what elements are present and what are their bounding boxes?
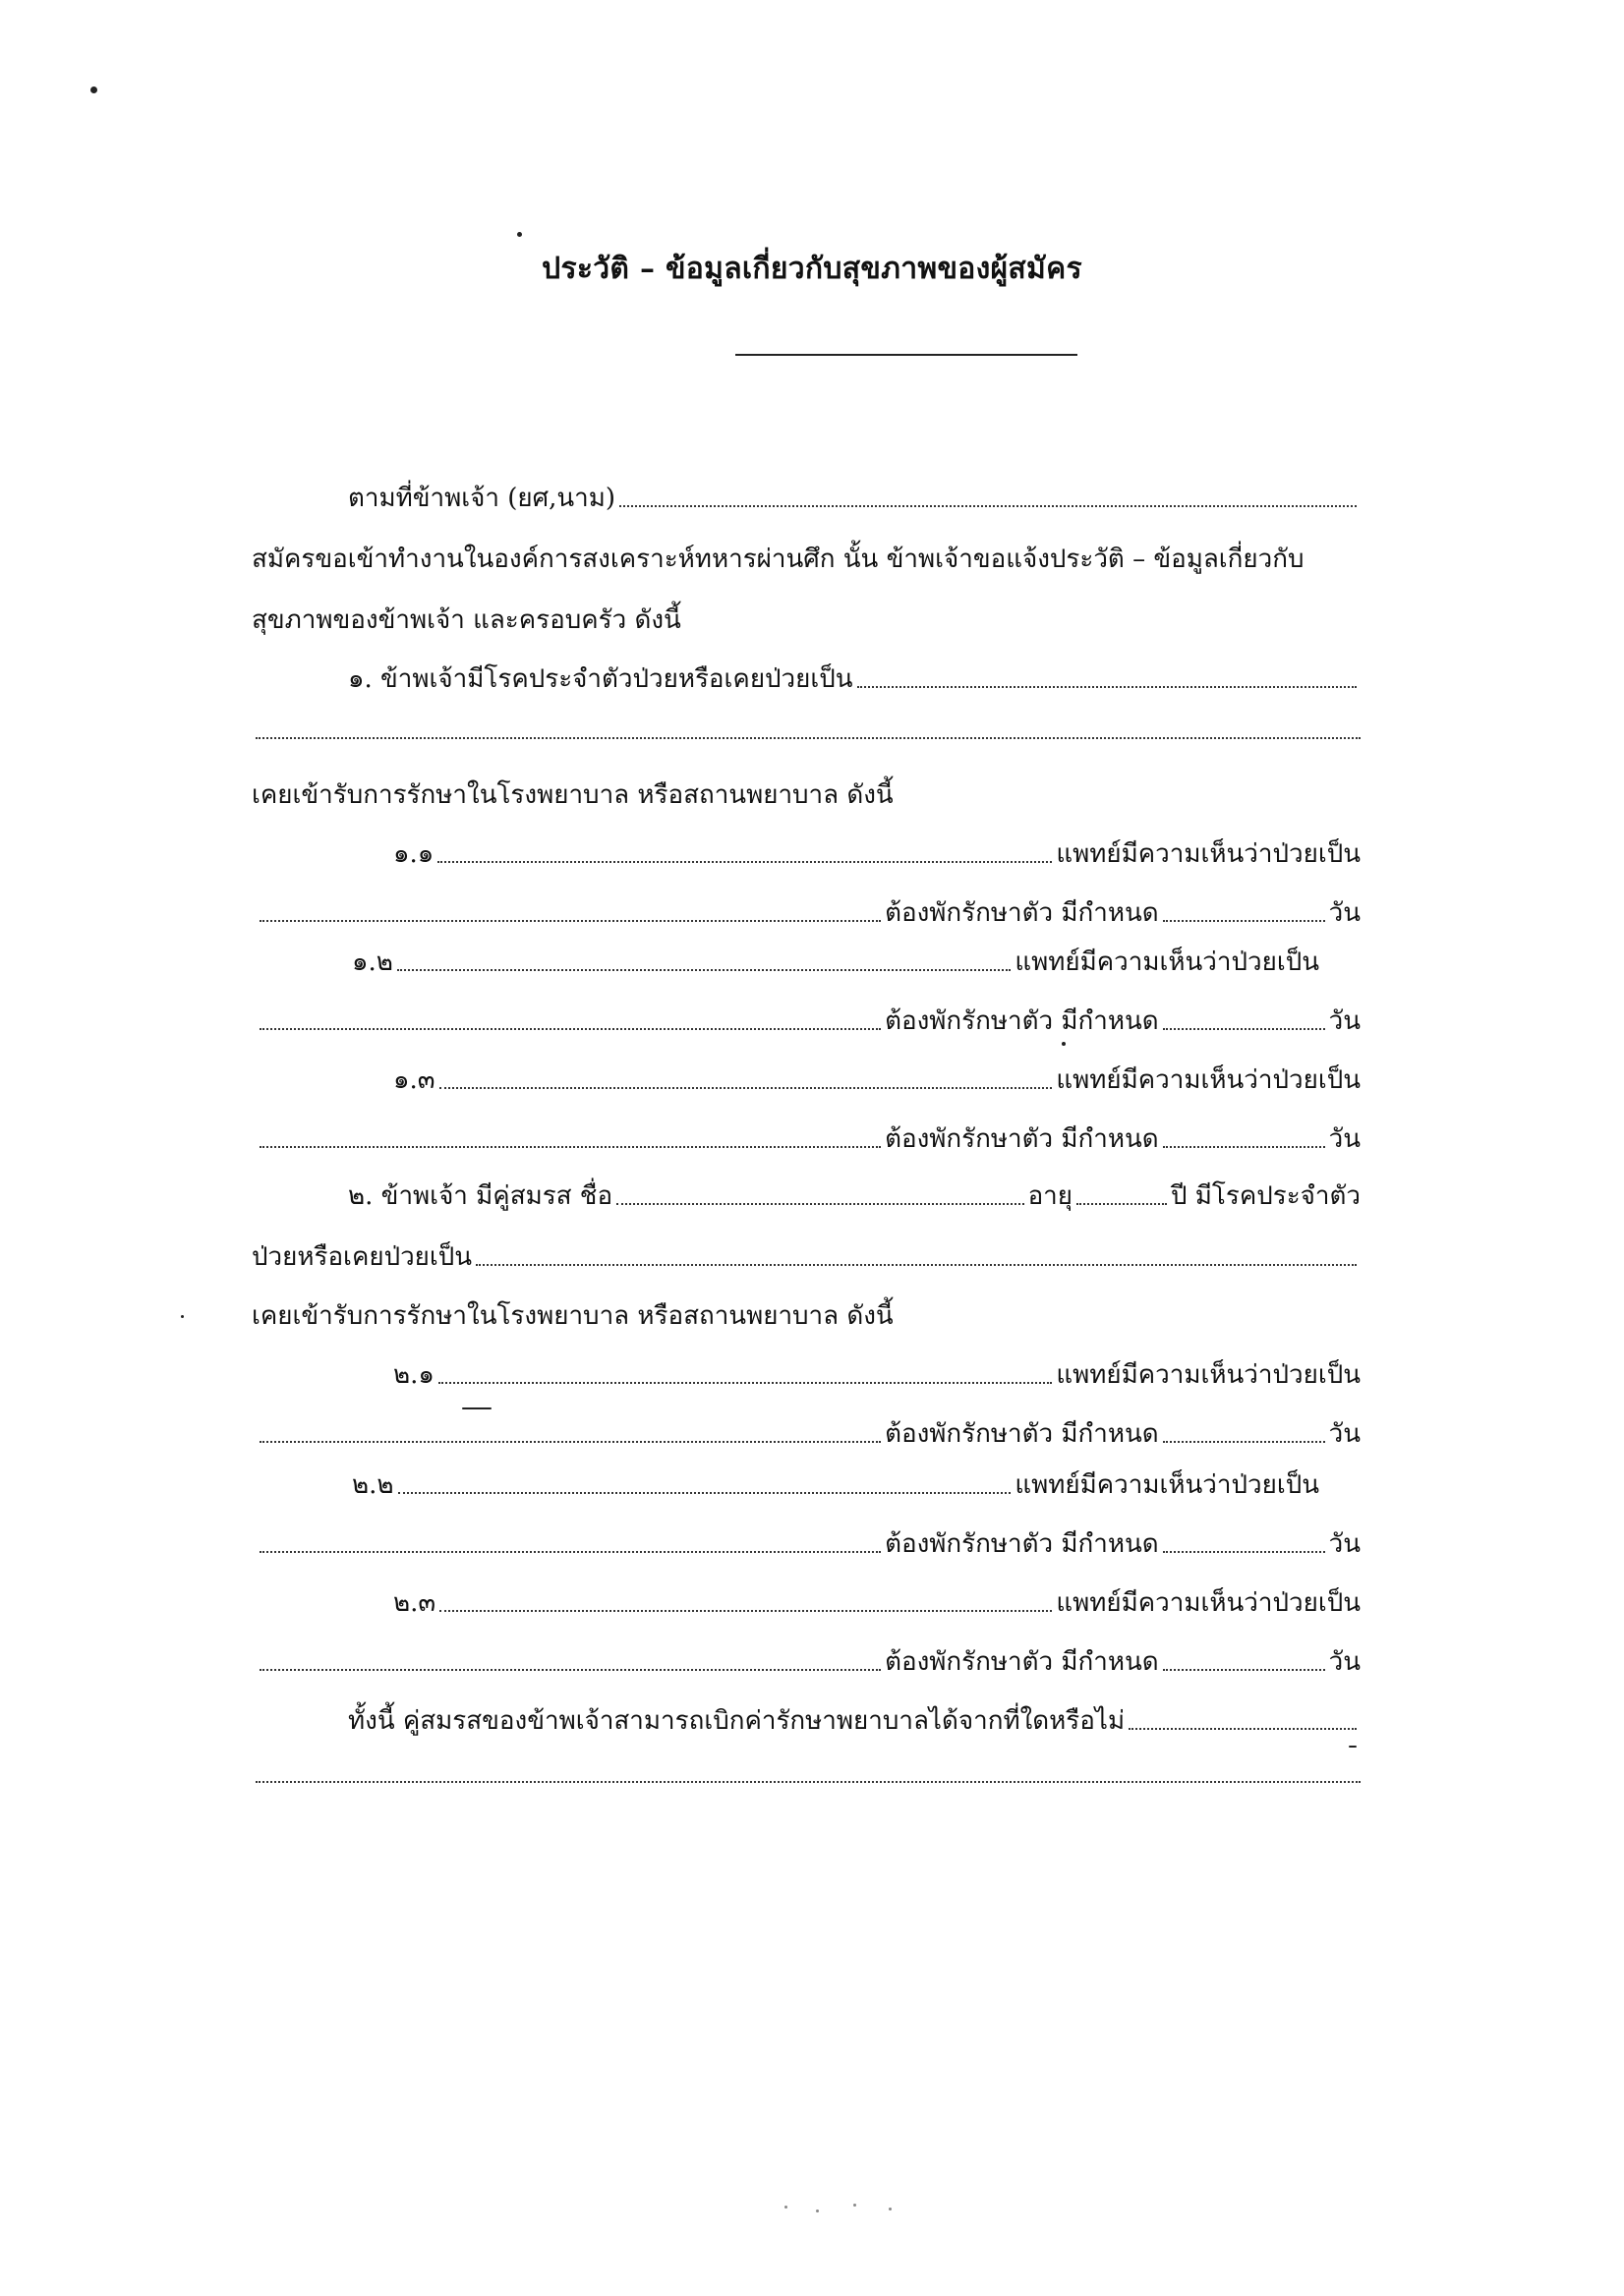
rest-label: ต้องพักรักษาตัว มีกำหนด — [885, 1419, 1159, 1449]
item-1-2-doctor-line — [352, 946, 1319, 979]
item-1-1-days-field[interactable] — [1163, 920, 1325, 922]
section2-hospital-line: เคยเข้ารับการรักษาในโรงพยาบาล หรือสถานพยาบาล ดังนี้ — [252, 1301, 894, 1331]
item-1-3-doctor-line — [393, 1063, 1361, 1097]
section2-spouse-line — [348, 1179, 1361, 1213]
item-2-2-doctor-line — [352, 1468, 1319, 1502]
doctor-opinion-label: แพทย์มีความเห็นว่าป่วยเป็น — [1056, 839, 1361, 869]
item-1-3-rest-line — [256, 1122, 1361, 1156]
spouse-disease-field[interactable] — [476, 1264, 1357, 1266]
spouse-age-field[interactable] — [1076, 1203, 1167, 1205]
section1-disease-field[interactable] — [857, 686, 1357, 688]
item-1-2-days-field[interactable] — [1163, 1028, 1325, 1030]
rest-label: ต้องพักรักษาตัว มีกำหนด — [885, 1647, 1159, 1677]
rest-label: ต้องพักรักษาตัว มีกำหนด — [885, 1124, 1159, 1154]
scan-speck — [1349, 1746, 1357, 1748]
doctor-opinion-label: แพทย์มีความเห็นว่าป่วยเป็น — [1015, 947, 1319, 977]
scan-speck — [181, 1315, 184, 1318]
doctor-opinion-label: แพทย์มีความเห็นว่าป่วยเป็น — [1015, 1470, 1319, 1500]
item-2-3-doctor-line — [393, 1586, 1361, 1620]
item-2-3-days-field[interactable] — [1163, 1669, 1325, 1671]
item-2-1-days-field[interactable] — [1163, 1441, 1325, 1443]
days-unit: วัน — [1328, 898, 1361, 928]
title-underline — [735, 354, 1077, 356]
intro-name-field[interactable] — [619, 505, 1357, 507]
item-number: ๒.๓ — [393, 1588, 436, 1618]
doctor-opinion-label: แพทย์มีความเห็นว่าป่วยเป็น — [1056, 1360, 1361, 1390]
item-2-3-hospital-field[interactable] — [439, 1610, 1052, 1612]
item-2-1-rest-line — [256, 1417, 1361, 1451]
item-1-2-illness-field[interactable] — [260, 1028, 881, 1030]
closing-line — [348, 1704, 1361, 1738]
section1-hospital-line: เคยเข้ารับการรักษาในโรงพยาบาล หรือสถานพยาบาล ดังนี้ — [252, 780, 894, 810]
item-2-1-hospital-field[interactable] — [438, 1382, 1052, 1384]
scan-speck — [517, 232, 522, 237]
item-1-1-hospital-field[interactable] — [437, 861, 1052, 863]
closing-answer-field[interactable] — [1129, 1728, 1357, 1730]
item-1-1-illness-field[interactable] — [260, 920, 881, 922]
days-unit: วัน — [1328, 1124, 1361, 1154]
scan-speck — [853, 2204, 856, 2207]
section1-continuation-field[interactable] — [256, 737, 1361, 739]
rest-label: ต้องพักรักษาตัว มีกำหนด — [885, 898, 1159, 928]
days-unit: วัน — [1328, 1529, 1361, 1559]
scan-speck — [784, 2206, 787, 2209]
scan-speck — [90, 86, 97, 93]
section1-disease-line — [348, 662, 1361, 696]
chronic-label: ปี มีโรคประจำตัว — [1171, 1181, 1361, 1211]
closing-label: ทั้งนี้ คู่สมรสของข้าพเจ้าสามารถเบิกค่ารักษาพยาบาลได้จากที่ใดหรือไม่ — [348, 1706, 1126, 1736]
item-1-2-hospital-field[interactable] — [397, 969, 1011, 971]
item-1-3-illness-field[interactable] — [260, 1146, 881, 1148]
days-unit: วัน — [1328, 1419, 1361, 1449]
section1-label: ๑. ข้าพเจ้ามีโรคประจำตัวป่วยหรือเคยป่วยเป็น — [348, 664, 853, 694]
item-1-1-rest-line — [256, 896, 1361, 930]
item-number: ๑.๓ — [393, 1065, 435, 1095]
item-number: ๒.๒ — [352, 1470, 394, 1500]
item-2-2-illness-field[interactable] — [260, 1551, 881, 1553]
spouse-name-field[interactable] — [616, 1203, 1023, 1205]
rest-label: ต้องพักรักษาตัว มีกำหนด — [885, 1006, 1159, 1036]
days-unit: วัน — [1328, 1006, 1361, 1036]
section2-label: ๒. ข้าพเจ้า มีคู่สมรส ชื่อ — [348, 1181, 613, 1211]
closing-continuation-field[interactable] — [256, 1781, 1361, 1783]
scan-speck — [889, 2208, 892, 2210]
intro-line-3: สุขภาพของข้าพเจ้า และครอบครัว ดังนี้ — [252, 605, 681, 635]
item-number: ๑.๑ — [393, 839, 435, 869]
item-2-1-doctor-line — [393, 1358, 1361, 1392]
section2-disease-label: ป่วยหรือเคยป่วยเป็น — [252, 1242, 473, 1272]
intro-name-label: ตามที่ข้าพเจ้า (ยศ,นาม) — [348, 484, 616, 513]
rest-label: ต้องพักรักษาตัว มีกำหนด — [885, 1529, 1159, 1559]
doctor-opinion-label: แพทย์มีความเห็นว่าป่วยเป็น — [1056, 1588, 1361, 1618]
document-title: ประวัติ – ข้อมูลเกี่ยวกับสุขภาพของผู้สมัคร — [542, 252, 1082, 286]
doctor-opinion-label: แพทย์มีความเห็นว่าป่วยเป็น — [1056, 1065, 1361, 1095]
age-label: อายุ — [1027, 1181, 1073, 1211]
item-1-1-doctor-line — [393, 837, 1361, 871]
item-2-1-illness-field[interactable] — [260, 1441, 881, 1443]
item-number: ๑.๒ — [352, 947, 393, 977]
scan-speck — [816, 2210, 819, 2212]
item-2-2-hospital-field[interactable] — [398, 1492, 1012, 1494]
days-unit: วัน — [1328, 1647, 1361, 1677]
item-number: ๒.๑ — [393, 1360, 435, 1390]
item-2-2-days-field[interactable] — [1163, 1551, 1325, 1553]
intro-name-line — [348, 482, 1361, 515]
item-1-2-rest-line — [256, 1004, 1361, 1038]
item-1-3-days-field[interactable] — [1163, 1146, 1325, 1148]
item-2-2-rest-line — [256, 1527, 1361, 1561]
scan-speck — [1062, 1042, 1066, 1046]
intro-line-2: สมัครขอเข้าทำงานในองค์การสงเคราะห์ทหารผ่านศึก นั้น ข้าพเจ้าขอแจ้งประวัติ – ข้อมูลเกี่ยวกับ — [252, 545, 1305, 574]
section2-disease-line — [252, 1240, 1361, 1274]
item-1-3-hospital-field[interactable] — [439, 1087, 1053, 1089]
item-2-3-illness-field[interactable] — [260, 1669, 881, 1671]
scan-speck — [462, 1407, 492, 1409]
item-2-3-rest-line — [256, 1645, 1361, 1679]
